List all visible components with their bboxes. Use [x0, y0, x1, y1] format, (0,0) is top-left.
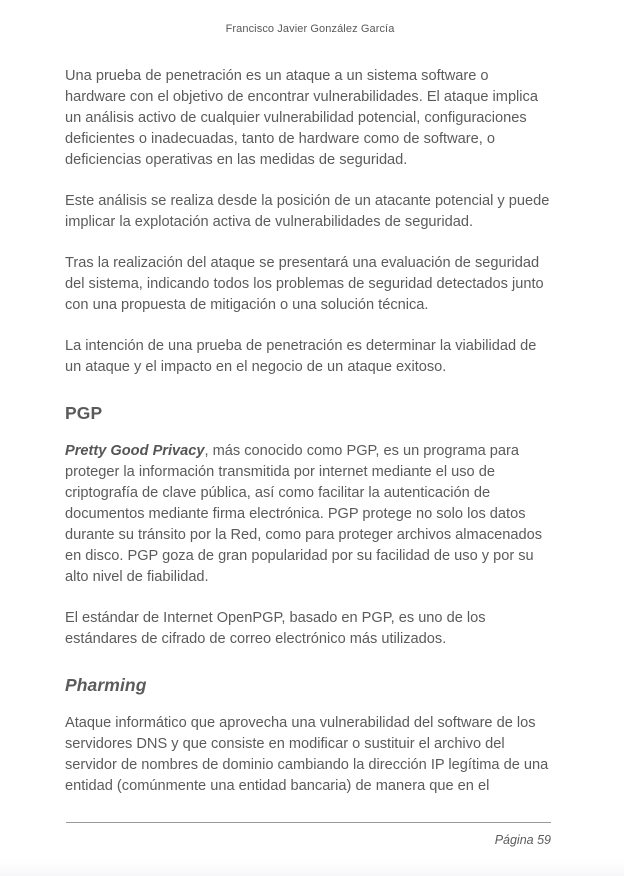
- section-heading-pgp: PGP: [65, 403, 103, 423]
- paragraph-analysis-position: Este análisis se realiza desde la posición de un atacante potencial y puede implicar la explotación activa de vulnerabilidades de seguridad.: [65, 193, 550, 230]
- paragraph-pharming-description: Ataque informático que aprovecha una vulnerabilidad del software de los servidores DNS y que consiste en modificar o sustituir el archivo del servidor de nombres de dominio cambiando la dirección IP legítima de una entidad (comúnmente una entidad bancaria) de manera que en el: [65, 715, 549, 794]
- paragraph-penetration-test-definition: Una prueba de penetración es un ataque a un sistema software o hardware con el objetivo de encontrar vulnerabilidades. El ataque implica un análisis activo de cualquier vulnerabilidad potencial, configuraciones deficientes o inadecuadas, tanto de hardware como de software, o deficiencias operativas en las medidas de seguridad.: [65, 68, 538, 168]
- paragraph-openpgp-standard: El estándar de Internet OpenPGP, basado en PGP, es uno de los estándares de cifrado de correo electrónico más utilizados.: [65, 610, 486, 647]
- paragraph-security-evaluation: Tras la realización del ataque se presentará una evaluación de seguridad del sistema, indicando todos los problemas de seguridad detectados junto con una propuesta de mitigación o una solución técnica.: [65, 255, 544, 313]
- page-footer: [66, 822, 551, 848]
- running-head: Francisco Javier González García: [225, 23, 395, 35]
- paragraph-pgp-description-rest: , más conocido como PGP, es un programa para proteger la información transmitida por internet mediante el uso de criptografía de clave pública, así como facilitar la autenticación de documentos mediante firma electrónica. PGP protege no solo los datos durante su tránsito por la Red, como para proteger archivos almacenados en disco. PGP goza de gran popularidad por su facilidad de uso y por su alto nivel de fiabilidad.: [65, 443, 542, 585]
- paragraph-pgp-description: [65, 441, 551, 588]
- page-content: [65, 66, 551, 797]
- paragraph-attack-intent: La intención de una prueba de penetración es determinar la viabilidad de un ataque y el impacto en el negocio de un ataque exitoso.: [65, 338, 537, 375]
- page-number: Página 59: [494, 833, 551, 847]
- footer-divider: [66, 822, 551, 823]
- section-heading-pharming: Pharming: [65, 675, 147, 695]
- term-pretty-good-privacy: Pretty Good Privacy: [65, 443, 205, 459]
- page-bottom-edge-shade: [0, 858, 624, 876]
